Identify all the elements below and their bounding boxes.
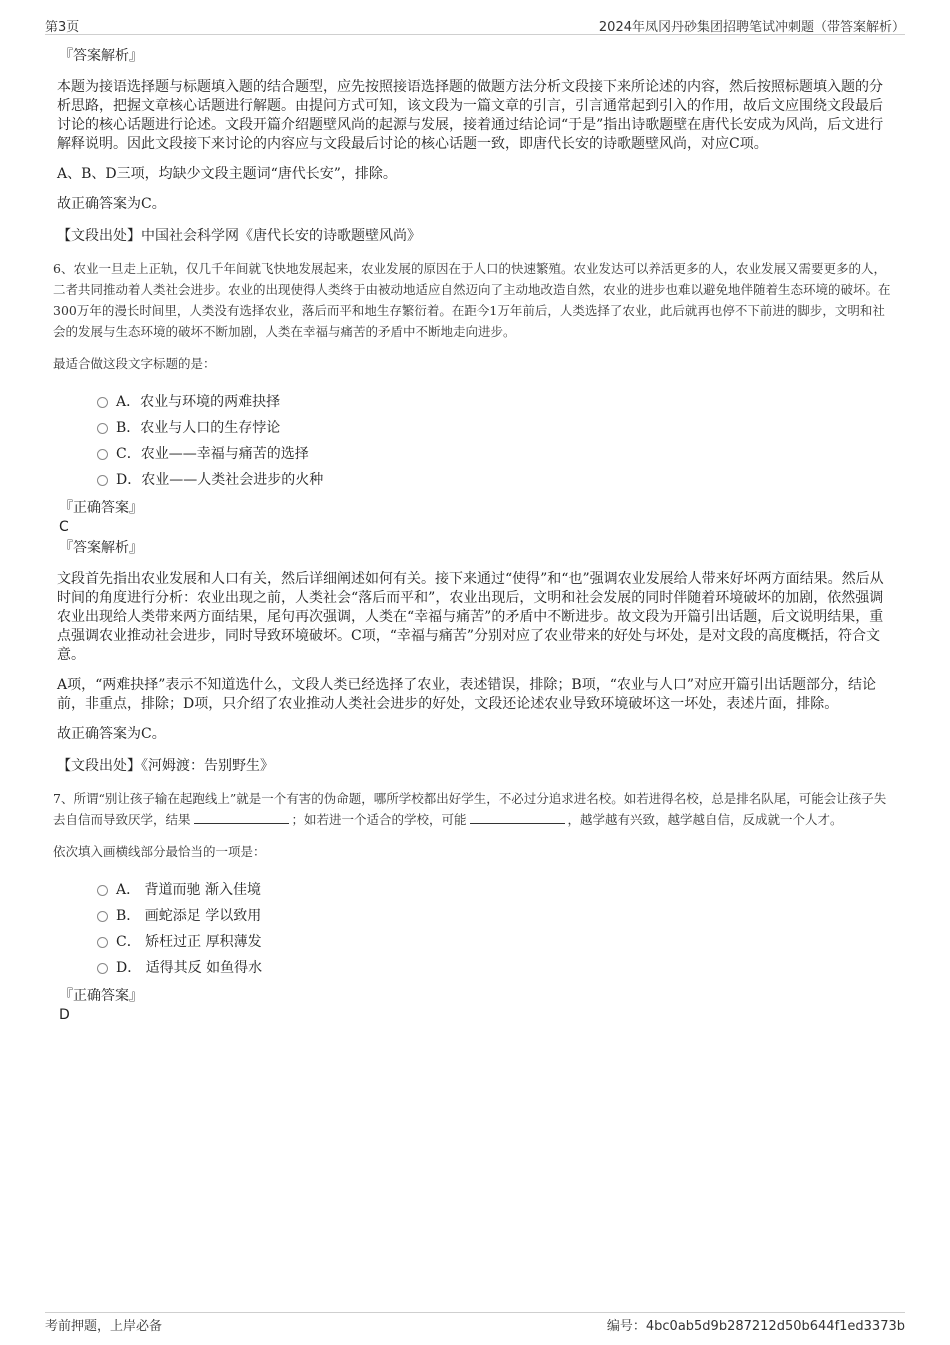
radio-icon[interactable] <box>97 937 108 948</box>
footer-note: 考前押题，上岸必备 <box>45 1319 163 1334</box>
radio-icon[interactable] <box>97 885 108 896</box>
document-code: 编号：4bc0ab5d9b287212d50b644f1ed3373b <box>606 1319 905 1334</box>
explanation-paragraph: A、B、D三项，均缺少文段主题词“唐代长安”，排除。 <box>57 166 397 182</box>
explanation-conclusion: 故正确答案为C。 <box>57 726 166 742</box>
correct-answer: D <box>59 1007 70 1023</box>
source-citation: 【文段出处】《河姆渡：告别野生》 <box>57 758 274 774</box>
explanation-paragraph: 本题为接语选择题与标题填入题的结合题型，应先按照接语选择题的做题方法分析文段接下来所论述的内容，然后按照标题填入题的分析思路，把握文章核心话题进行解题。由提问方式可知，该文段为一篇文章的引言，引言通常起到引入的作用，故后文应围绕文段最后讨论的核心话题进行论述。文段开篇介绍题壁风尚的起源与发展，接着通过结论词“于是”指出诗歌题壁在唐代长安成为风尚，后文进行解释说明。因此文段接下来讨论的内容应与文段最后讨论的核心话题一致，即唐代长安的诗歌题壁风尚，对应C项。 <box>57 79 884 152</box>
question-prompt: 最适合做这段文字标题的是： <box>53 356 216 371</box>
page-header <box>45 14 905 35</box>
page-number: 第3页 <box>45 20 80 35</box>
question-text: 6、农业一旦走上正轨，仅几千年间就飞快地发展起来，农业发展的原因在于人口的快速繁殖。农业发达可以养活更多的人，农业发展又需要更多的人，二者共同推动着人类社会进步。农业的出现使得人类终于由被动地适应自然迈向了主动地改造自然，农业的进步也难以避免地伴随着生态环境的破坏。在300万年的漫长时间里，人类没有选择农业，落后而平和地生存繁衍着。在距今1万年前后，人类选择了农业，此后就再也停不下前进的脚步，文明和社会的发展与生态环境的破坏不断加剧，人类在幸福与痛苦的矛盾中不断地走向进步。 <box>53 261 891 339</box>
explanation-paragraph: A项，“两难抉择”表示不知道选什么，文段人类已经选择了农业，表述错误，排除；B项，“农业与人口”对应开篇引出话题部分，结论前，非重点，排除；D项，只介绍了农业推动人类社会进步的好处，文段还论述农业导致环境破坏这一坏处，表述片面，排除。 <box>57 677 877 712</box>
option-c[interactable]: C．农业——幸福与痛苦的选择 <box>97 440 892 466</box>
answer-tag: 『正确答案』 <box>59 500 143 516</box>
radio-icon[interactable] <box>97 449 108 460</box>
option-d[interactable]: D． 适得其反 如鱼得水 <box>97 954 892 980</box>
option-b[interactable]: B． 画蛇添足 学以致用 <box>97 902 892 928</box>
explanation-paragraph: 文段首先指出农业发展和人口有关，然后详细阐述如何有关。接下来通过“使得”和“也”强调农业发展给人带来好坏两方面结果。然后从时间的角度进行分析：农业出现之前，人类社会“落后而平和”，农业出现后，文明和社会发展的同时伴随着环境破坏的加剧，依然强调农业出现给人类带来两方面结果，尾句再次强调，人类在“幸福与痛苦”的矛盾中不断进步。故文段为开篇引出话题，后文说明结果，重点强调农业推动社会进步，同时导致环境破坏。C项，“幸福与痛苦”分别对应了农业带来的好处与坏处，是对文段的高度概括，符合文意。 <box>57 571 884 663</box>
source-citation: 【文段出处】中国社会科学网《唐代长安的诗歌题壁风尚》 <box>57 228 421 244</box>
radio-icon[interactable] <box>97 423 108 434</box>
document-body <box>53 46 892 1024</box>
explanation-tag: 『答案解析』 <box>59 48 143 64</box>
radio-icon[interactable] <box>97 475 108 486</box>
option-c[interactable]: C． 矫枉过正 厚积薄发 <box>97 928 892 954</box>
correct-answer: C <box>59 519 69 535</box>
page-footer <box>45 1312 905 1333</box>
document-title: 2024年凤冈丹砂集团招聘笔试冲刺题（带答案解析） <box>598 20 905 35</box>
option-list <box>97 388 892 492</box>
question-prompt: 依次填入画横线部分最恰当的一项是： <box>53 844 266 859</box>
fill-blank <box>194 811 289 824</box>
question-text: 7、所谓“别让孩子输在起跑线上”就是一个有害的伪命题，哪所学校都出好学生，不必过分追求进名校。如若进得名校，总是排名队尾，可能会让孩子失去自信而导致厌学，结果 ；如若进一个适合的学校，可能 ，越学越有兴致，越学越自信，反成就一个人才。 <box>53 791 887 827</box>
option-d[interactable]: D．农业——人类社会进步的火种 <box>97 466 892 492</box>
fill-blank <box>470 811 565 824</box>
option-a[interactable]: A． 背道而驰 渐入佳境 <box>97 876 892 902</box>
answer-tag: 『正确答案』 <box>59 988 143 1004</box>
option-b[interactable]: B．农业与人口的生存悖论 <box>97 414 892 440</box>
radio-icon[interactable] <box>97 963 108 974</box>
radio-icon[interactable] <box>97 397 108 408</box>
option-a[interactable]: A．农业与环境的两难抉择 <box>97 388 892 414</box>
radio-icon[interactable] <box>97 911 108 922</box>
explanation-conclusion: 故正确答案为C。 <box>57 196 166 212</box>
explanation-tag: 『答案解析』 <box>59 540 143 556</box>
option-list <box>97 876 892 980</box>
